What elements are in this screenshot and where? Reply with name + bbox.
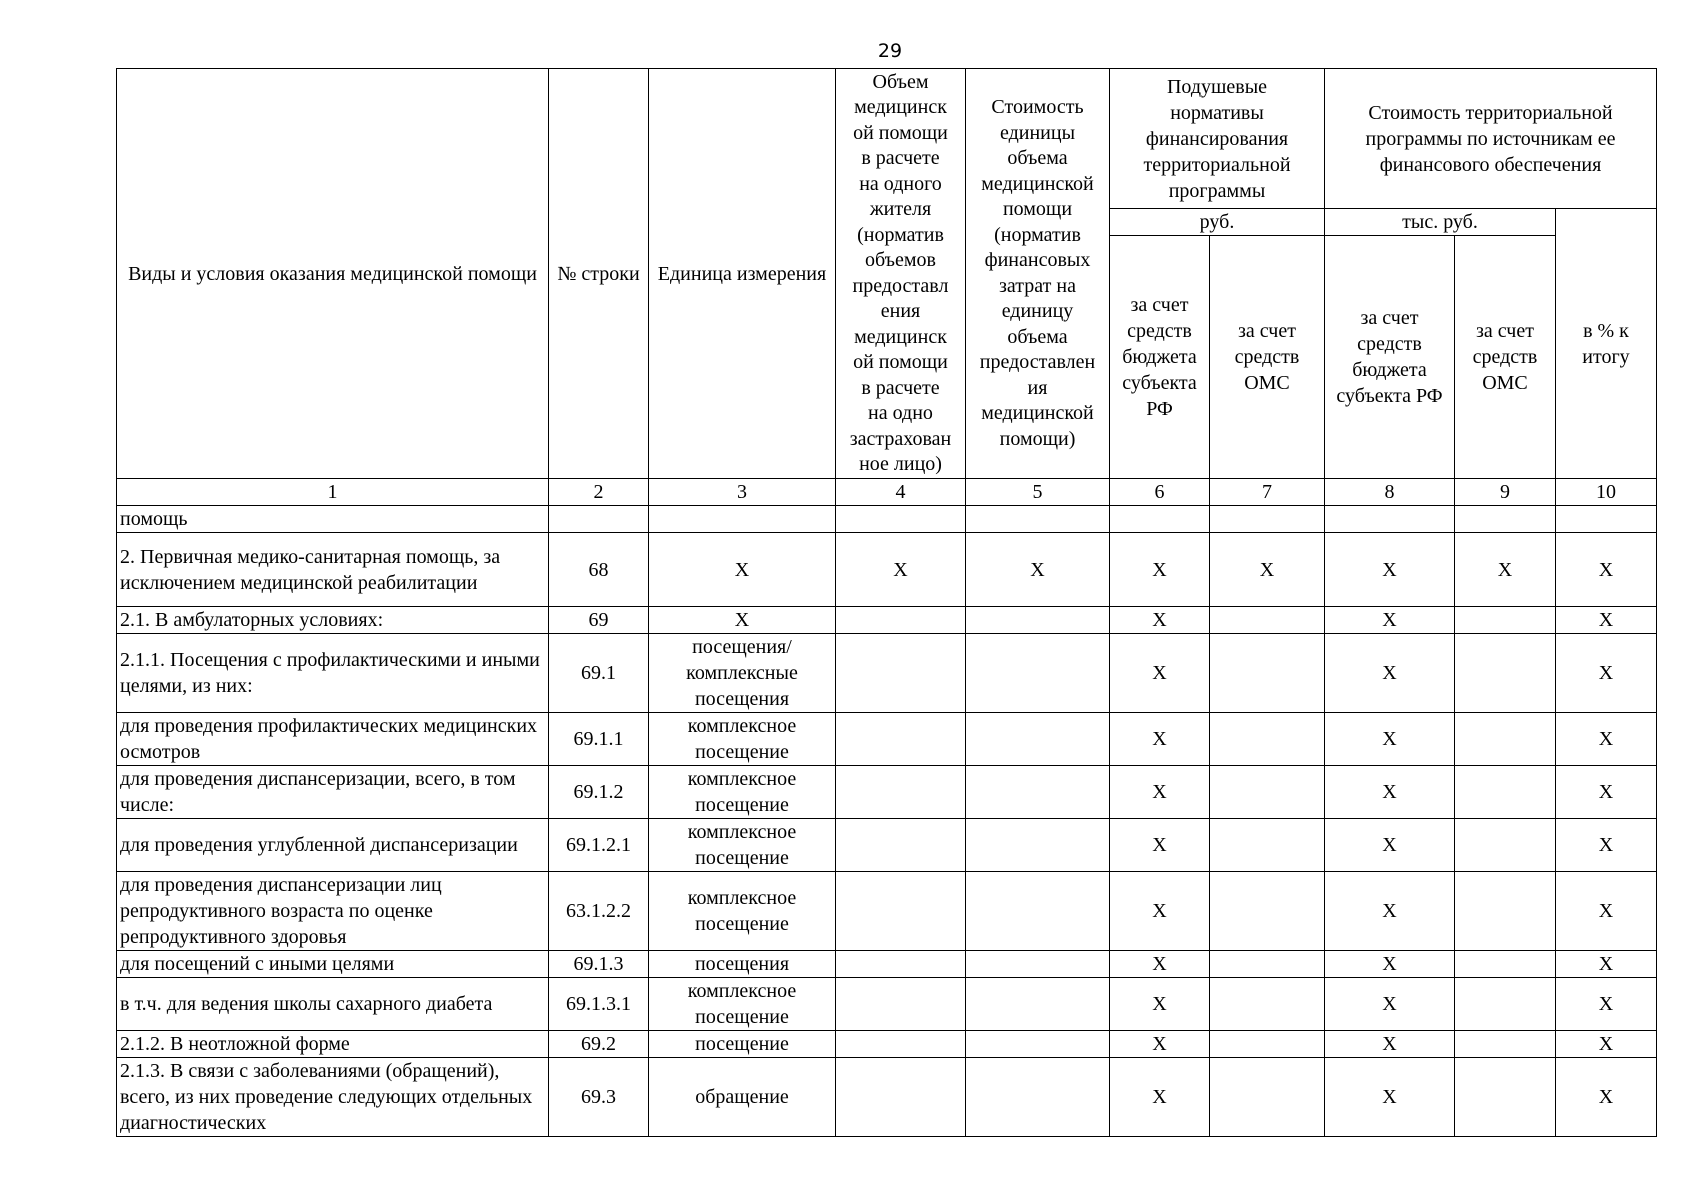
row-budget-rub [1110,506,1210,533]
header-line: (норматив [857,223,944,246]
row-unit-cost [966,951,1110,978]
row-budget-rub: X [1110,951,1210,978]
row-oms-rub [1210,713,1325,766]
row-volume [836,951,966,978]
row-unit-cost [966,1031,1110,1058]
row-budget-rub: X [1110,607,1210,634]
row-unit: комплексное посещение [649,978,836,1031]
row-unit-cost [966,506,1110,533]
header-percent-of-total: в % к итогу [1556,209,1657,479]
row-name: для проведения диспансеризации лиц репродуктивного возраста по оценке репродуктивного здоровья [117,872,549,951]
row-unit: комплексное посещение [649,766,836,819]
column-number: 5 [966,479,1110,506]
header-types-conditions: Виды и условия оказания медицинской помощи [117,69,549,479]
row-budget-rub: X [1110,713,1210,766]
row-number: 69.1 [549,634,649,713]
row-budget-rub: X [1110,1058,1210,1137]
row-volume [836,978,966,1031]
unit-cost-lines [980,96,1095,450]
table-row [117,506,1657,533]
row-unit: посещения/ комплексные посещения [649,634,836,713]
row-volume [836,634,966,713]
row-budget-thous: X [1325,978,1455,1031]
row-oms-thous [1455,1031,1556,1058]
row-number: 69 [549,607,649,634]
row-budget-thous: X [1325,1031,1455,1058]
row-unit: обращение [649,1058,836,1137]
table-row [117,713,1657,766]
table-row [117,766,1657,819]
header-line: ой помощи [853,121,948,144]
row-name: 2.1.3. В связи с заболеваниями (обращений), всего, из них проведение следующих отдельных диагностических [117,1058,549,1137]
row-percent: X [1556,819,1657,872]
header-oms-rub: за счет средств ОМС [1210,236,1325,479]
row-number: 69.1.2.1 [549,819,649,872]
column-number: 2 [549,479,649,506]
page-number: 29 [877,40,903,62]
row-oms-thous [1455,713,1556,766]
row-oms-rub [1210,1058,1325,1137]
row-unit-cost [966,713,1110,766]
row-percent: X [1556,978,1657,1031]
row-volume [836,607,966,634]
row-unit-cost [966,634,1110,713]
row-oms-rub: X [1210,533,1325,607]
row-oms-thous [1455,634,1556,713]
column-number: 4 [836,479,966,506]
row-percent: X [1556,766,1657,819]
row-percent: X [1556,1058,1657,1137]
row-unit-cost [966,872,1110,951]
row-oms-rub [1210,607,1325,634]
header-line: ой помощи [853,351,948,373]
row-unit: комплексное посещение [649,872,836,951]
row-oms-thous [1455,506,1556,533]
header-line: затрат на [999,274,1076,297]
row-unit-cost [966,766,1110,819]
row-volume [836,766,966,819]
row-oms-thous [1455,607,1556,634]
row-number: 69.3 [549,1058,649,1137]
row-percent: X [1556,533,1657,607]
header-line: застрахован [849,427,952,450]
header-line: финансовых [984,249,1091,271]
header-oms-thous: за счет средств ОМС [1455,236,1556,479]
header-unit-cost [966,69,1110,479]
header-program-cost-group: Стоимость территориальной программы по источникам ее финансового обеспечения [1325,69,1657,209]
row-name: помощь [117,506,549,533]
row-unit-cost [966,1058,1110,1137]
row-budget-thous: X [1325,872,1455,951]
row-name: для проведения профилактических медицинских осмотров [117,713,549,766]
row-oms-thous [1455,872,1556,951]
row-oms-thous: X [1455,533,1556,607]
row-budget-thous: X [1325,819,1455,872]
row-name: 2.1. В амбулаторных условиях: [117,607,549,634]
row-percent: X [1556,607,1657,634]
header-line: на одно [868,402,933,424]
header-line: помощи) [999,427,1076,450]
row-unit: X [649,533,836,607]
table-row [117,1031,1657,1058]
row-name: для проведения диспансеризации, всего, в том числе: [117,766,549,819]
header-line: объема [1007,325,1068,348]
header-unit: Единица измерения [649,69,836,479]
row-unit: посещения [649,951,836,978]
row-oms-thous [1455,819,1556,872]
row-percent: X [1556,872,1657,951]
row-budget-thous: X [1325,713,1455,766]
header-line: жителя [869,198,932,220]
row-oms-thous [1455,951,1556,978]
row-budget-rub: X [1110,872,1210,951]
header-line: ения [880,300,921,322]
row-unit: комплексное посещение [649,713,836,766]
row-budget-rub: X [1110,978,1210,1031]
row-volume [836,506,966,533]
row-oms-thous [1455,766,1556,819]
column-number: 8 [1325,479,1455,506]
row-volume [836,1031,966,1058]
header-budget-thous: за счет средств бюджета субъекта РФ [1325,236,1455,479]
header-line: в расчете [861,147,940,169]
row-budget-thous: X [1325,766,1455,819]
row-volume [836,1058,966,1137]
column-number: 3 [649,479,836,506]
row-name: для проведения углубленной диспансеризации [117,819,549,872]
header-volume-per-resident [836,69,966,479]
header-line: медицинск [854,325,947,348]
table-row [117,978,1657,1031]
header-line: медицинской [981,402,1094,424]
header-line: единицы [999,121,1076,144]
header-unit-thous-rub: тыс. руб. [1325,209,1556,236]
header-line: медицинск [854,96,947,118]
row-oms-rub [1210,634,1325,713]
row-unit: X [649,607,836,634]
row-budget-rub: X [1110,766,1210,819]
row-percent: X [1556,951,1657,978]
header-per-capita-group: Подушевые нормативы финансирования территориальной программы [1110,69,1325,209]
table-row [117,607,1657,634]
row-budget-thous: X [1325,634,1455,713]
row-name: 2. Первичная медико-санитарная помощь, за исключением медицинской реабилитации [117,533,549,607]
table-row [117,1058,1657,1137]
row-number: 69.1.3 [549,951,649,978]
row-budget-rub: X [1110,819,1210,872]
row-number [549,506,649,533]
row-budget-rub: X [1110,634,1210,713]
row-unit-cost [966,978,1110,1031]
row-budget-rub: X [1110,533,1210,607]
table-row [117,951,1657,978]
header-line: предоставлен [979,351,1096,373]
row-unit-cost [966,607,1110,634]
row-percent [1556,506,1657,533]
row-number: 68 [549,533,649,607]
row-name: в т.ч. для ведения школы сахарного диабета [117,978,549,1031]
row-volume [836,819,966,872]
row-oms-rub [1210,819,1325,872]
row-volume: X [836,533,966,607]
row-unit [649,506,836,533]
header-line: объема [1007,147,1068,169]
column-number: 1 [117,479,549,506]
header-line: Объем [872,70,929,93]
row-name: для посещений с иными целями [117,951,549,978]
header-line: (норматив [994,223,1081,246]
row-budget-rub: X [1110,1031,1210,1058]
header-line: Стоимость [991,96,1084,118]
row-oms-rub [1210,978,1325,1031]
header-line: на одного [859,172,942,195]
row-budget-thous: X [1325,951,1455,978]
table-row [117,634,1657,713]
header-row-number: № строки [549,69,649,479]
row-volume [836,872,966,951]
row-percent: X [1556,1031,1657,1058]
column-number: 7 [1210,479,1325,506]
row-oms-rub [1210,506,1325,533]
row-number: 69.2 [549,1031,649,1058]
row-budget-thous: X [1325,533,1455,607]
financing-table [116,68,1657,1137]
row-name: 2.1.1. Посещения с профилактическими и иными целями, из них: [117,634,549,713]
row-number: 69.1.1 [549,713,649,766]
row-oms-rub [1210,1031,1325,1058]
header-unit-rub: руб. [1110,209,1325,236]
table-row [117,872,1657,951]
header-line: ное лицо) [859,453,942,475]
row-oms-rub [1210,951,1325,978]
row-oms-rub [1210,766,1325,819]
row-oms-thous [1455,978,1556,1031]
row-oms-rub [1210,872,1325,951]
header-line: ия [1027,376,1048,399]
row-unit: посещение [649,1031,836,1058]
header-line: помощи [1002,198,1073,220]
row-unit: комплексное посещение [649,819,836,872]
column-number: 9 [1455,479,1556,506]
row-number: 69.1.3.1 [549,978,649,1031]
header-line: единицу [1001,300,1074,322]
row-number: 69.1.2 [549,766,649,819]
row-budget-thous: X [1325,1058,1455,1137]
header-budget-rub: за счет средств бюджета субъекта РФ [1110,236,1210,479]
table-row [117,819,1657,872]
column-number: 6 [1110,479,1210,506]
row-percent: X [1556,634,1657,713]
row-volume [836,713,966,766]
row-unit-cost [966,819,1110,872]
row-name: 2.1.2. В неотложной форме [117,1031,549,1058]
row-budget-thous [1325,506,1455,533]
table-row [117,533,1657,607]
header-line: медицинской [981,172,1094,195]
volume-per-resident-lines [850,71,952,476]
row-unit-cost: X [966,533,1110,607]
row-number: 63.1.2.2 [549,872,649,951]
row-percent: X [1556,713,1657,766]
row-oms-thous [1455,1058,1556,1137]
header-line: в расчете [861,376,940,399]
header-line: объемов [865,249,936,271]
header-line: предоставл [852,274,949,297]
row-budget-thous: X [1325,607,1455,634]
column-number: 10 [1556,479,1657,506]
